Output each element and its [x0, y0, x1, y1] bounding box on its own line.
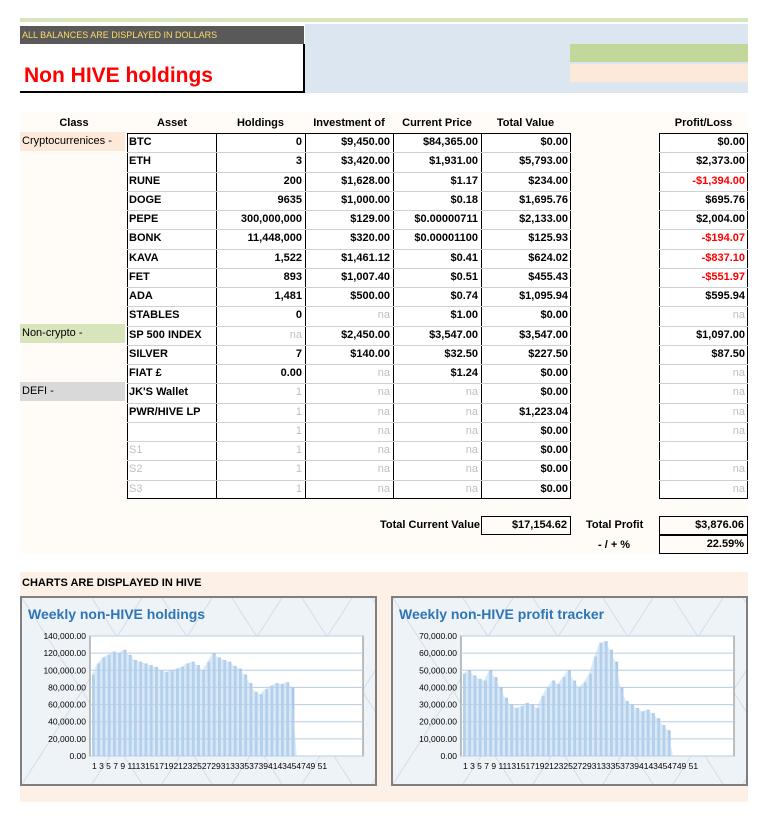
cell-price[interactable]: $1,931.00: [429, 155, 478, 168]
cell-price[interactable]: $0.41: [450, 251, 478, 264]
cell-value[interactable]: $0.00: [540, 444, 568, 456]
cell-profit-loss[interactable]: $695.76: [705, 193, 745, 206]
cell-investment[interactable]: $9,450.00: [341, 136, 390, 148]
cell-investment[interactable]: $500.00: [350, 290, 390, 302]
cell-value[interactable]: $3,547.00: [519, 328, 568, 341]
cell-profit-loss[interactable]: na: [732, 309, 745, 322]
cell-holdings[interactable]: 1,481: [274, 290, 302, 302]
cell-price[interactable]: na: [465, 463, 478, 476]
header-green-cell: [570, 44, 748, 62]
cell-value[interactable]: $1,695.76: [519, 193, 568, 206]
cell-investment[interactable]: na: [377, 405, 390, 418]
cell-profit-loss[interactable]: $87.50: [711, 347, 745, 360]
cell-price[interactable]: na: [465, 482, 478, 495]
cell-asset[interactable]: PWR/HIVE LP: [129, 405, 201, 418]
header-holdings: Holdings: [236, 117, 285, 129]
cell-value[interactable]: $624.02: [528, 251, 568, 264]
total-profit-label: Total Profit: [586, 519, 644, 531]
cell-profit-loss[interactable]: -$1,394.00: [692, 174, 745, 187]
class-defi: DEFI -: [20, 382, 125, 401]
cell-holdings[interactable]: 1: [295, 463, 302, 476]
cell-value[interactable]: $125.93: [528, 232, 568, 245]
cell-investment[interactable]: na: [377, 463, 390, 476]
cell-asset[interactable]: STABLES: [129, 309, 180, 322]
header-current-price: Current Price: [402, 117, 472, 129]
cell-asset[interactable]: RUNE: [129, 174, 161, 187]
cell-value[interactable]: $0.00: [540, 463, 568, 476]
cell-holdings[interactable]: 893: [283, 270, 302, 283]
table-column-line: [305, 133, 306, 499]
chart-holdings-svg: [22, 598, 375, 784]
cell-holdings[interactable]: 200: [283, 174, 302, 187]
chart-profit-title: Weekly non-HIVE profit tracker: [399, 606, 605, 622]
cell-investment[interactable]: na: [377, 309, 390, 322]
table-column-line: [393, 133, 394, 499]
chart-holdings-title: Weekly non-HIVE holdings: [28, 606, 206, 622]
header-investment: Investment of: [313, 117, 385, 129]
y-tick-label: 0.00: [440, 751, 457, 761]
cell-investment[interactable]: $3,420.00: [341, 155, 390, 168]
cell-asset[interactable]: [129, 422, 215, 441]
x-tick-labels: 1 3 5 7 9 1113151719212325272931333537394143454749 51: [92, 761, 328, 771]
cell-price[interactable]: na: [465, 444, 478, 456]
cell-asset[interactable]: SILVER: [129, 347, 168, 360]
total-profit: $3,876.06: [659, 516, 748, 535]
cell-value[interactable]: $0.00: [540, 136, 568, 148]
cell-value[interactable]: $234.00: [528, 174, 568, 187]
header-profit-loss: Profit/Loss: [674, 117, 733, 129]
cell-value[interactable]: $0.00: [540, 386, 568, 399]
y-tick-label: 30,000.00: [419, 699, 457, 710]
cell-value[interactable]: $0.00: [540, 367, 568, 379]
cell-holdings[interactable]: 1,522: [274, 251, 302, 264]
cell-holdings[interactable]: 300,000,000: [240, 213, 302, 225]
cell-holdings[interactable]: 0: [295, 309, 302, 322]
cell-holdings[interactable]: 3: [295, 155, 302, 168]
cell-value[interactable]: $2,133.00: [519, 213, 568, 225]
cell-value[interactable]: $5,793.00: [519, 155, 568, 168]
cell-price[interactable]: $84,365.00: [422, 136, 478, 148]
header-asset: Asset: [157, 117, 187, 129]
cell-holdings[interactable]: 1: [295, 405, 302, 418]
chart-bg-pattern: [372, 598, 375, 784]
cell-investment[interactable]: $1,000.00: [341, 193, 390, 206]
cell-asset[interactable]: ADA: [129, 290, 153, 302]
cell-investment[interactable]: $320.00: [350, 232, 390, 245]
cell-profit-loss[interactable]: -$551.97: [701, 270, 745, 283]
cell-investment[interactable]: na: [377, 424, 390, 437]
header-total-value: Total Value: [496, 117, 555, 129]
cell-asset[interactable]: DOGE: [129, 193, 162, 206]
cell-profit-loss[interactable]: -$837.10: [701, 251, 745, 264]
class-non-crypto: Non-crypto -: [20, 324, 125, 343]
cell-profit-loss[interactable]: [661, 441, 747, 460]
cell-holdings[interactable]: 7: [295, 347, 302, 360]
profit-percent: 22.59%: [659, 535, 748, 554]
y-tick-label: 20,000.00: [419, 716, 457, 727]
y-tick-label: 80,000.00: [48, 682, 86, 693]
cell-investment[interactable]: $1,628.00: [341, 174, 390, 187]
charts-heading: CHARTS ARE DISPLAYED IN HIVE: [22, 577, 202, 589]
cell-value[interactable]: $455.43: [528, 270, 568, 283]
cell-holdings[interactable]: 1: [295, 386, 302, 399]
cell-holdings[interactable]: 11,448,000: [247, 232, 302, 245]
header-class: Class: [59, 117, 89, 129]
cell-investment[interactable]: $1,007.40: [341, 270, 390, 283]
cell-holdings[interactable]: 1: [295, 424, 302, 437]
cell-profit-loss[interactable]: na: [732, 424, 745, 437]
cell-profit-loss[interactable]: na: [732, 463, 745, 476]
cell-asset[interactable]: PEPE: [129, 213, 159, 225]
total-current-value-label: Total Current Value: [380, 519, 481, 531]
cell-price[interactable]: $32.50: [444, 347, 478, 360]
cell-investment[interactable]: $129.00: [350, 213, 390, 225]
cell-price[interactable]: $0.18: [450, 193, 478, 206]
cell-price[interactable]: $1.00: [450, 309, 478, 322]
cell-asset[interactable]: S1: [129, 444, 143, 456]
cell-profit-loss[interactable]: na: [732, 386, 745, 399]
chart-bg-pattern: [743, 598, 746, 784]
y-tick-label: 60,000.00: [48, 699, 86, 710]
class-cryptocurrencies: Cryptocurrenices -: [20, 132, 125, 151]
cell-profit-loss[interactable]: na: [732, 482, 745, 495]
y-tick-label: 10,000.00: [419, 733, 457, 744]
cell-profit-loss[interactable]: $595.94: [705, 290, 745, 302]
cell-price[interactable]: $1.17: [450, 174, 478, 187]
dollars-banner: ALL BALANCES ARE DISPLAYED IN DOLLARS: [20, 26, 304, 44]
y-tick-label: 50,000.00: [419, 665, 457, 676]
cell-asset[interactable]: FET: [129, 270, 150, 283]
cell-holdings[interactable]: 0: [295, 136, 302, 148]
cell-investment[interactable]: na: [377, 367, 390, 379]
cell-holdings[interactable]: 1: [295, 444, 302, 456]
chart-weekly-holdings[interactable]: [20, 596, 377, 786]
cell-investment[interactable]: $140.00: [350, 347, 390, 360]
cell-value[interactable]: $1,223.04: [519, 405, 568, 418]
cell-price[interactable]: $3,547.00: [429, 328, 478, 341]
cell-value[interactable]: $0.00: [540, 482, 568, 495]
cell-investment[interactable]: na: [377, 482, 390, 495]
x-tick-labels: 1 3 5 7 9 1113151719212325272931333537394143454749 51: [463, 761, 699, 771]
y-tick-label: 140,000.00: [43, 631, 86, 641]
cell-asset[interactable]: JK'S Wallet: [129, 386, 189, 399]
cell-profit-loss[interactable]: -$194.07: [701, 232, 745, 245]
cell-price[interactable]: $1.24: [450, 367, 478, 379]
header-pink-cell: [570, 64, 748, 82]
y-tick-label: 100,000.00: [43, 665, 86, 676]
cell-price[interactable]: $0.51: [450, 270, 478, 283]
cell-holdings[interactable]: 0.00: [280, 367, 302, 379]
percent-label: - / + %: [598, 539, 631, 551]
cell-profit-loss[interactable]: $2,373.00: [696, 155, 745, 168]
cell-asset[interactable]: ETH: [129, 155, 151, 168]
cell-value[interactable]: $0.00: [540, 424, 568, 437]
cell-price[interactable]: na: [465, 386, 478, 399]
cell-asset[interactable]: FIAT £: [129, 367, 162, 379]
cell-profit-loss[interactable]: na: [732, 367, 745, 379]
cell-price[interactable]: $0.00001100: [414, 232, 478, 245]
cell-holdings[interactable]: na: [289, 328, 302, 341]
cell-profit-loss[interactable]: $0.00: [717, 136, 745, 148]
cell-investment[interactable]: $2,450.00: [341, 328, 390, 341]
cell-value[interactable]: $1,095.94: [519, 290, 568, 302]
header-strip: [20, 18, 748, 22]
total-current-value: $17,154.62: [481, 516, 571, 535]
cell-value[interactable]: $227.50: [528, 347, 568, 360]
y-tick-label: 70,000.00: [419, 631, 457, 641]
page-title: Non HIVE holdings: [24, 64, 213, 87]
cell-profit-loss[interactable]: na: [732, 405, 745, 418]
cell-price[interactable]: na: [465, 405, 478, 418]
chart-profit-svg: [393, 598, 746, 784]
chart-weekly-profit[interactable]: [391, 596, 748, 786]
cell-profit-loss[interactable]: $1,097.00: [696, 328, 745, 341]
cell-holdings[interactable]: 1: [295, 482, 302, 495]
y-tick-label: 40,000.00: [419, 682, 457, 693]
y-tick-label: 60,000.00: [419, 648, 457, 659]
y-tick-label: 20,000.00: [48, 733, 86, 744]
chart-bg-pattern: [743, 598, 746, 784]
cell-value[interactable]: $0.00: [540, 309, 568, 322]
chart-bg-pattern: [372, 598, 375, 784]
cell-investment[interactable]: na: [377, 444, 390, 456]
table-column-line: [216, 133, 217, 499]
cell-investment[interactable]: na: [377, 386, 390, 399]
y-tick-label: 40,000.00: [48, 716, 86, 727]
cell-asset[interactable]: S3: [129, 482, 143, 495]
y-tick-label: 120,000.00: [43, 648, 86, 659]
cell-asset[interactable]: SP 500 INDEX: [129, 328, 202, 341]
cell-price[interactable]: na: [465, 424, 478, 437]
cell-asset[interactable]: BTC: [129, 136, 152, 148]
cell-asset[interactable]: BONK: [129, 232, 162, 245]
cell-asset[interactable]: S2: [129, 463, 143, 476]
y-tick-label: 0.00: [69, 751, 86, 761]
cell-holdings[interactable]: 9635: [277, 193, 302, 206]
cell-investment[interactable]: $1,461.12: [341, 251, 390, 264]
cell-price[interactable]: $0.00000711: [414, 213, 478, 225]
cell-profit-loss[interactable]: $2,004.00: [696, 213, 745, 225]
cell-price[interactable]: $0.74: [450, 290, 478, 302]
cell-asset[interactable]: KAVA: [129, 251, 159, 264]
table-column-line: [481, 133, 482, 499]
